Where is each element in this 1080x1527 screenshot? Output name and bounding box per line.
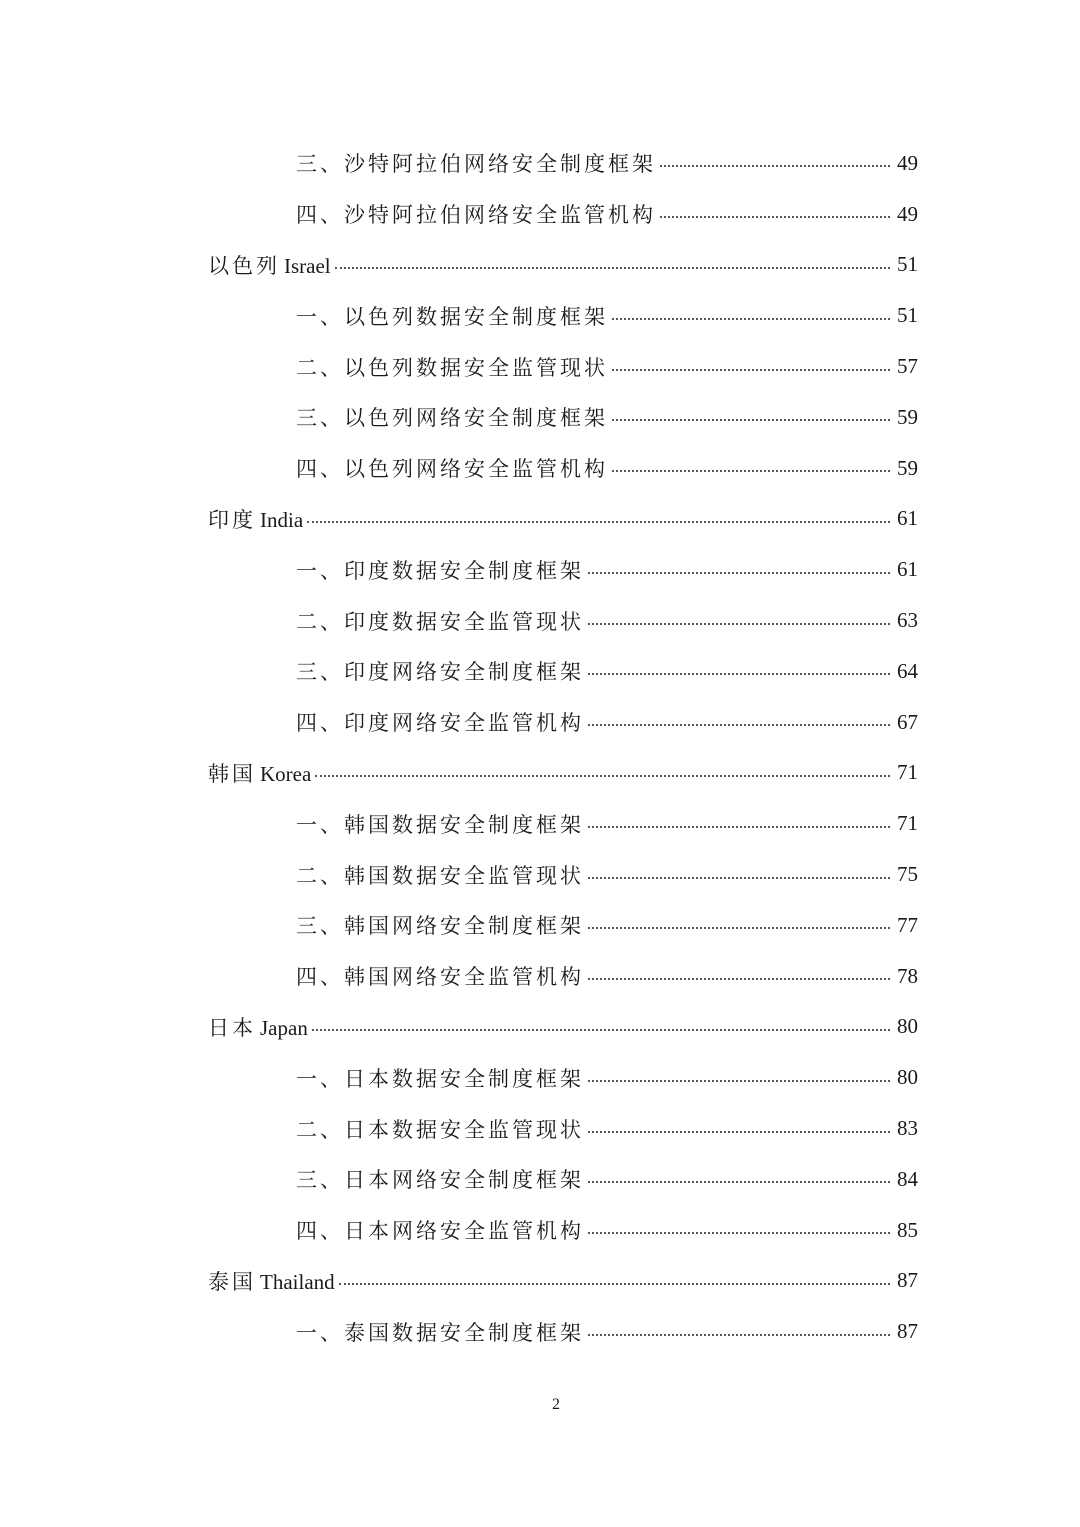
toc-entry-page: 78 [897, 963, 918, 988]
toc-entry-title: 二、以色列数据安全监管现状 [296, 355, 608, 380]
toc-entry-label [296, 961, 584, 991]
dot-leader [588, 1232, 890, 1234]
toc-entry-title: 三、印度网络安全制度框架 [296, 660, 584, 685]
dot-leader [339, 1283, 890, 1285]
dot-leader [660, 216, 890, 218]
toc-section-entry[interactable] [208, 697, 918, 748]
dot-leader [612, 318, 890, 320]
toc-section-entry[interactable] [208, 138, 918, 189]
toc-section-entry[interactable] [208, 290, 918, 341]
dot-leader [588, 1334, 890, 1336]
toc-entry-page: 63 [897, 608, 918, 633]
toc-entry-title: 二、韩国数据安全监管现状 [296, 863, 584, 888]
toc-entry-page: 51 [897, 252, 918, 277]
toc-section-entry[interactable] [208, 646, 918, 697]
toc-entry-english-title: Japan [260, 1015, 308, 1040]
toc-chapter-entry[interactable] [208, 1002, 918, 1053]
toc-entry-page: 77 [897, 912, 918, 937]
toc-entry-page: 57 [897, 354, 918, 379]
dot-leader [612, 369, 890, 371]
dot-leader [660, 165, 890, 167]
toc-section-entry[interactable] [208, 900, 918, 951]
toc-entry-label [296, 402, 608, 432]
toc-entry-page: 59 [897, 455, 918, 480]
dot-leader [588, 826, 890, 828]
toc-entry-page: 87 [897, 1268, 918, 1293]
toc-section-entry[interactable] [208, 544, 918, 595]
dot-leader [588, 1080, 890, 1082]
toc-entry-page: 59 [897, 404, 918, 429]
toc-entry-page: 87 [897, 1319, 918, 1344]
dot-leader [312, 1029, 890, 1031]
toc-section-entry[interactable] [208, 189, 918, 240]
toc-section-entry[interactable] [208, 1205, 918, 1256]
toc-chapter-entry[interactable] [208, 1256, 918, 1307]
toc-entry-label [296, 860, 584, 890]
dot-leader [612, 419, 890, 421]
toc-entry-title: 韩国 [208, 761, 256, 786]
toc-section-entry[interactable] [208, 1306, 918, 1357]
toc-entry-label [296, 301, 608, 331]
toc-entry-page: 80 [897, 1014, 918, 1039]
toc-entry-label [296, 1063, 584, 1093]
toc-entry-page: 61 [897, 557, 918, 582]
toc-entry-title: 三、韩国网络安全制度框架 [296, 914, 584, 939]
dot-leader [307, 521, 890, 523]
toc-entry-title: 四、沙特阿拉伯网络安全监管机构 [296, 203, 656, 228]
toc-entry-title: 三、日本网络安全制度框架 [296, 1168, 584, 1193]
toc-entry-label [296, 199, 656, 229]
dot-leader [315, 775, 890, 777]
toc-entry-label [296, 555, 584, 585]
toc-entry-page: 71 [897, 811, 918, 836]
table-of-contents [208, 138, 918, 1357]
toc-entry-title: 三、以色列网络安全制度框架 [296, 406, 608, 431]
toc-section-entry[interactable] [208, 1103, 918, 1154]
dot-leader [588, 673, 890, 675]
toc-entry-english-title: Thailand [260, 1269, 335, 1294]
toc-entry-page: 71 [897, 760, 918, 785]
toc-entry-label [296, 656, 584, 686]
dot-leader [588, 623, 890, 625]
page-number: 2 [552, 1396, 560, 1413]
toc-entry-page: 61 [897, 506, 918, 531]
toc-entry-label [208, 1012, 308, 1042]
toc-entry-label [296, 809, 584, 839]
dot-leader [588, 1131, 890, 1133]
toc-entry-title: 泰国 [208, 1269, 256, 1294]
toc-entry-title: 三、沙特阿拉伯网络安全制度框架 [296, 152, 656, 177]
toc-entry-label [296, 910, 584, 940]
toc-section-entry[interactable] [208, 951, 918, 1002]
toc-entry-title: 一、印度数据安全制度框架 [296, 558, 584, 583]
toc-chapter-entry[interactable] [208, 494, 918, 545]
toc-entry-label [296, 606, 584, 636]
toc-entry-label [296, 1215, 584, 1245]
toc-entry-page: 85 [897, 1217, 918, 1242]
toc-entry-label [208, 250, 331, 280]
toc-entry-title: 以色列 [208, 253, 280, 278]
dot-leader [588, 572, 890, 574]
toc-chapter-entry[interactable] [208, 240, 918, 291]
toc-entry-page: 83 [897, 1116, 918, 1141]
toc-section-entry[interactable] [208, 798, 918, 849]
toc-section-entry[interactable] [208, 443, 918, 494]
toc-entry-page: 64 [897, 658, 918, 683]
toc-entry-label [208, 504, 303, 534]
dot-leader [588, 978, 890, 980]
toc-entry-page: 84 [897, 1166, 918, 1191]
toc-entry-label [296, 453, 608, 483]
toc-entry-title: 二、日本数据安全监管现状 [296, 1117, 584, 1142]
toc-entry-label [296, 1114, 584, 1144]
toc-section-entry[interactable] [208, 341, 918, 392]
toc-entry-english-title: Israel [284, 253, 331, 278]
dot-leader [588, 877, 890, 879]
dot-leader [588, 927, 890, 929]
toc-entry-page: 49 [897, 201, 918, 226]
toc-section-entry[interactable] [208, 1154, 918, 1205]
toc-entry-title: 四、以色列网络安全监管机构 [296, 457, 608, 482]
toc-entry-title: 一、韩国数据安全制度框架 [296, 812, 584, 837]
toc-entry-page: 67 [897, 709, 918, 734]
dot-leader [335, 267, 890, 269]
toc-entry-title: 四、日本网络安全监管机构 [296, 1219, 584, 1244]
toc-entry-label [296, 1164, 584, 1194]
dot-leader [588, 1181, 890, 1183]
toc-entry-label [296, 707, 584, 737]
toc-entry-label [296, 1317, 584, 1347]
toc-chapter-entry[interactable] [208, 748, 918, 799]
toc-entry-title: 一、以色列数据安全制度框架 [296, 304, 608, 329]
toc-entry-page: 49 [897, 150, 918, 175]
toc-entry-title: 印度 [208, 507, 256, 532]
toc-section-entry[interactable] [208, 392, 918, 443]
toc-entry-page: 51 [897, 303, 918, 328]
toc-entry-title: 日本 [208, 1015, 256, 1040]
toc-entry-page: 75 [897, 862, 918, 887]
toc-entry-label [208, 1266, 335, 1296]
dot-leader [588, 724, 890, 726]
dot-leader [612, 470, 890, 472]
toc-entry-label [296, 352, 608, 382]
toc-entry-title: 一、泰国数据安全制度框架 [296, 1320, 584, 1345]
toc-entry-title: 四、韩国网络安全监管机构 [296, 965, 584, 990]
toc-section-entry[interactable] [208, 595, 918, 646]
toc-section-entry[interactable] [208, 849, 918, 900]
toc-entry-title: 二、印度数据安全监管现状 [296, 609, 584, 634]
toc-entry-label [296, 148, 656, 178]
toc-entry-label [208, 758, 311, 788]
toc-entry-title: 一、日本数据安全制度框架 [296, 1066, 584, 1091]
toc-section-entry[interactable] [208, 1052, 918, 1103]
toc-entry-page: 80 [897, 1065, 918, 1090]
toc-entry-english-title: India [260, 507, 304, 532]
toc-entry-english-title: Korea [260, 761, 312, 786]
toc-entry-title: 四、印度网络安全监管机构 [296, 711, 584, 736]
